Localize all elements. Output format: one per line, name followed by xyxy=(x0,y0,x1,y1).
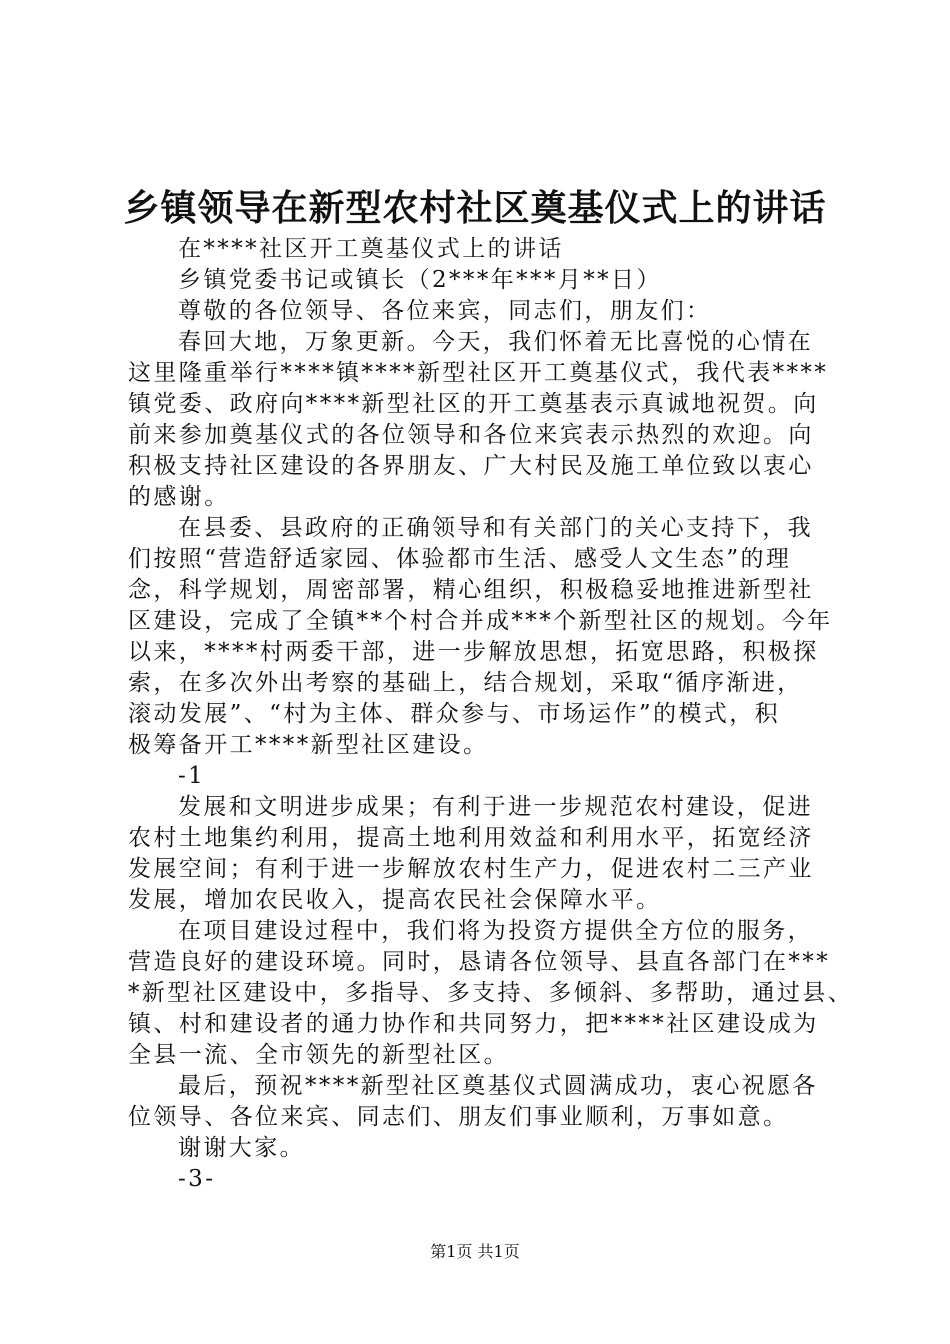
body-line: 全县一流、全市领先的新型社区。 xyxy=(128,1042,509,1068)
body-line: 镇、村和建设者的通力协作和共同努力，把****社区建设成为 xyxy=(128,1011,819,1037)
body-line: 积极支持社区建设的各界朋友、广大村民及施工单位致以衷心 xyxy=(128,453,814,479)
body-line: 这里隆重举行****镇****新型社区开工奠基仪式，我代表**** xyxy=(128,360,829,386)
page-marker: -1 xyxy=(178,763,206,789)
body-line: 发展和文明进步成果；有利于进一步规范农村建设，促进 xyxy=(178,794,813,820)
body-line: 极筹备开工****新型社区建设。 xyxy=(128,732,489,758)
body-line: 春回大地，万象更新。今天，我们怀着无比喜悦的心情在 xyxy=(178,329,813,355)
body-line: 索，在多次外出考察的基础上，结合规划，采取“循序渐进， xyxy=(128,670,803,696)
body-line: 发展空间；有利于进一步解放农村生产力，促进农村二三产业 xyxy=(128,856,814,882)
document-title: 乡镇领导在新型农村社区奠基仪式上的讲话 xyxy=(123,187,827,229)
body-line: 农村土地集约利用，提高土地利用效益和利用水平，拓宽经济 xyxy=(128,825,814,851)
body-line: 营造良好的建设环境。同时，恳请各位领导、县直各部门在*** xyxy=(128,949,831,975)
body-line: 乡镇党委书记或镇长（2***年***月**日） xyxy=(178,267,662,293)
body-line: 发展，增加农民收入，提高农民社会保障水平。 xyxy=(128,887,662,913)
page-marker: -3- xyxy=(178,1166,216,1192)
body-line: 在项目建设过程中，我们将为投资方提供全方位的服务， xyxy=(178,918,813,944)
body-line: 镇党委、政府向****新型社区的开工奠基表示真诚地祝贺。向 xyxy=(128,391,819,417)
body-line: 谢谢大家。 xyxy=(178,1135,305,1161)
body-line: 位领导、各位来宾、同志们、朋友们事业顺利，万事如意。 xyxy=(128,1104,789,1130)
body-line: 以来，****村两委干部，进一步解放思想，拓宽思路，积极探 xyxy=(128,639,819,665)
body-line: 的感谢。 xyxy=(128,484,230,510)
body-line: 在县委、县政府的正确领导和有关部门的关心支持下，我 xyxy=(178,515,813,541)
body-line: 在****社区开工奠基仪式上的讲话 xyxy=(178,236,564,262)
body-line: 念，科学规划，周密部署，精心组织，积极稳妥地推进新型社 xyxy=(128,577,814,603)
page-footer: 第1页 共1页 xyxy=(430,1242,520,1261)
body-line: 们按照“营造舒适家园、体验都市生活、感受人文生态”的理 xyxy=(128,546,792,572)
document-body xyxy=(128,234,854,1195)
body-line: 最后，预祝****新型社区奠基仪式圆满成功，衷心祝愿各 xyxy=(178,1073,818,1099)
body-line: 前来参加奠基仪式的各位领导和各位来宾表示热烈的欢迎。向 xyxy=(128,422,814,448)
body-line: 区建设，完成了全镇**个村合并成***个新型社区的规划。今年 xyxy=(128,608,833,634)
body-line: 尊敬的各位领导、各位来宾，同志们，朋友们： xyxy=(178,298,712,324)
body-line: 滚动发展”、“村为主体、群众参与、市场运作”的模式，积 xyxy=(128,701,781,727)
body-line: *新型社区建设中，多指导、多支持、多倾斜、多帮助，通过县、 xyxy=(128,980,854,1006)
